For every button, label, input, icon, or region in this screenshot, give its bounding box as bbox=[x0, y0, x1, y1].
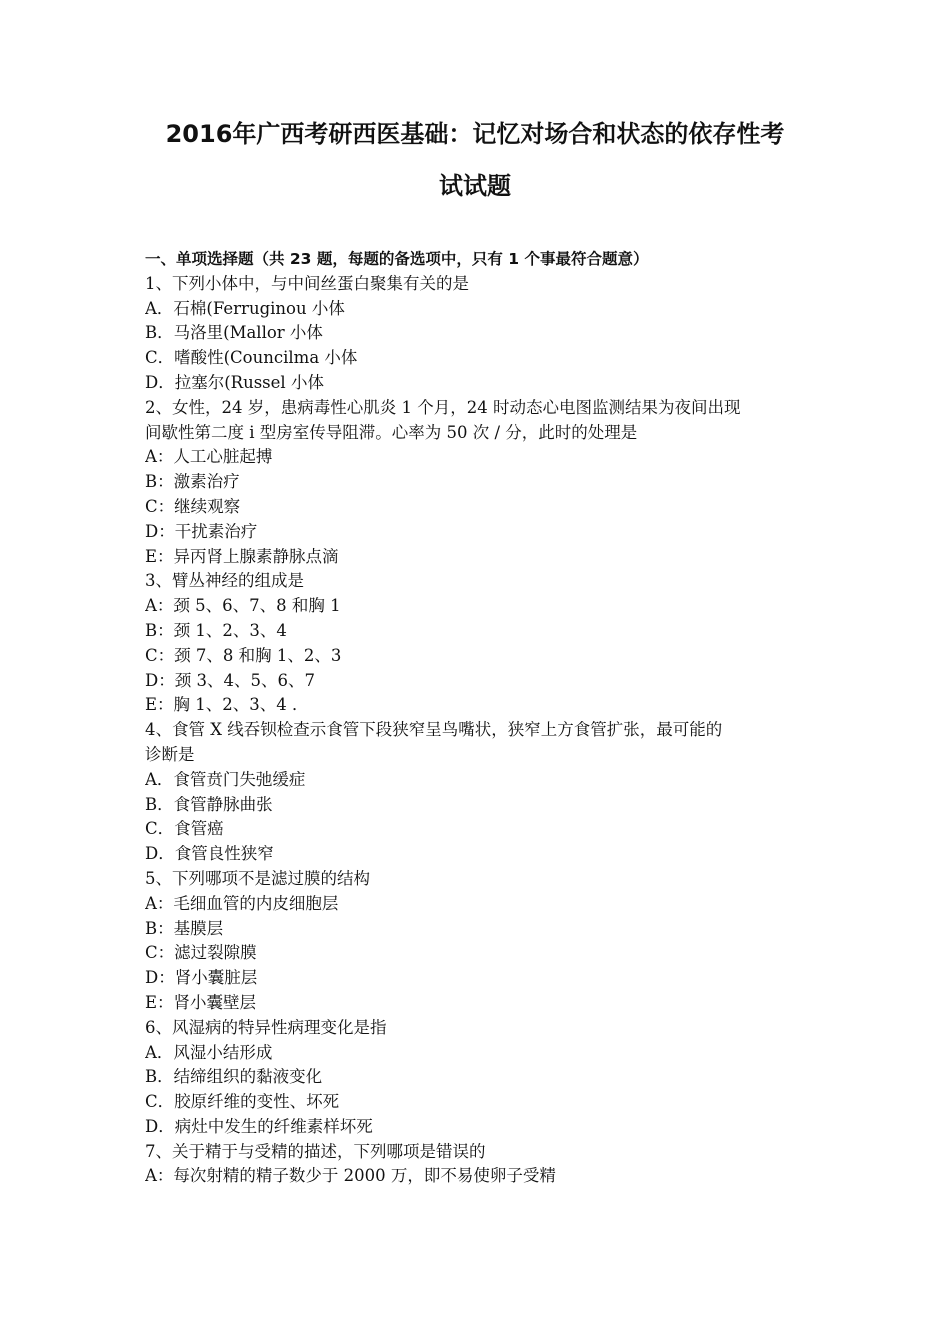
question-stem-line: 6、风湿病的特异性病理变化是指 bbox=[145, 1017, 387, 1037]
answer-option: B：基膜层 bbox=[145, 918, 224, 938]
answer-option: A：人工心脏起搏 bbox=[145, 447, 273, 467]
question-stem-line: 3、臂丛神经的组成是 bbox=[145, 571, 304, 591]
question-stem-line: 4、食管 X 线吞钡检查示食管下段狭窄呈鸟嘴状，狭窄上方食管扩张，最可能的 bbox=[145, 720, 723, 740]
question-list bbox=[145, 272, 815, 1189]
answer-option: A．食管贲门失弛缓症 bbox=[145, 769, 306, 789]
answer-option: D：肾小囊脏层 bbox=[145, 968, 258, 988]
answer-option: B．马洛里(Mallor 小体 bbox=[145, 323, 323, 343]
question-5 bbox=[145, 867, 815, 1016]
question-stem-line: 2、女性，24 岁，患病毒性心肌炎 1 个月，24 时动态心电图监测结果为夜间出现 bbox=[145, 397, 741, 417]
answer-option: D：干扰素治疗 bbox=[145, 521, 258, 541]
answer-option: D．拉塞尔(Russel 小体 bbox=[145, 372, 324, 392]
question-stem-line: 7、关于精于与受精的描述，下列哪项是错误的 bbox=[145, 1141, 486, 1161]
question-1 bbox=[145, 272, 815, 396]
answer-option: E：异丙肾上腺素静脉点滴 bbox=[145, 546, 339, 566]
answer-option: D．病灶中发生的纤维素样坏死 bbox=[145, 1116, 373, 1136]
answer-option: E：胸 1、2、3、4 ． bbox=[145, 695, 309, 715]
answer-option: B：激素治疗 bbox=[145, 472, 240, 492]
answer-option: C：继续观察 bbox=[145, 496, 241, 516]
answer-option: A．石棉(Ferruginou 小体 bbox=[145, 298, 345, 318]
answer-option: A：毛细血管的内皮细胞层 bbox=[145, 893, 339, 913]
answer-option: A．风湿小结形成 bbox=[145, 1042, 273, 1062]
question-7 bbox=[145, 1140, 815, 1190]
answer-option: C．胶原纤维的变性、坏死 bbox=[145, 1092, 340, 1112]
answer-option: C：颈 7、8 和胸 1、2、3 bbox=[145, 645, 342, 665]
answer-option: D：颈 3、4、5、6、7 bbox=[145, 670, 315, 690]
question-2 bbox=[145, 396, 815, 570]
answer-option: B：颈 1、2、3、4 bbox=[145, 620, 287, 640]
document-body bbox=[145, 247, 815, 1189]
question-stem-line: 诊断是 bbox=[145, 744, 195, 764]
document-title-line-2: 试试题 bbox=[439, 172, 511, 200]
answer-option: A：颈 5、6、7、8 和胸 1 bbox=[145, 596, 341, 616]
answer-option: D．食管良性狭窄 bbox=[145, 844, 274, 864]
question-stem-line: 5、下列哪项不是滤过膜的结构 bbox=[145, 868, 370, 888]
document-title-line-1: 2016年广西考研西医基础：记忆对场合和状态的依存性考 bbox=[165, 120, 785, 148]
answer-option: E：肾小囊壁层 bbox=[145, 992, 257, 1012]
answer-option: C．嗜酸性(Councilma 小体 bbox=[145, 348, 358, 368]
answer-option: B．食管静脉曲张 bbox=[145, 794, 273, 814]
question-stem-line: 1、下列小体中，与中间丝蛋白聚集有关的是 bbox=[145, 273, 469, 293]
question-4 bbox=[145, 718, 815, 867]
answer-option: C：滤过裂隙膜 bbox=[145, 943, 257, 963]
answer-option: C．食管癌 bbox=[145, 819, 224, 839]
section-heading: 一、单项选择题（共 23 题，每题的备选项中，只有 1 个事最符合题意） bbox=[145, 250, 649, 268]
question-3 bbox=[145, 569, 815, 718]
question-stem-line: 间歇性第二度 i 型房室传导阻滞。心率为 50 次 / 分，此时的处理是 bbox=[145, 422, 638, 442]
answer-option: B．结缔组织的黏液变化 bbox=[145, 1067, 323, 1087]
question-6 bbox=[145, 1016, 815, 1140]
answer-option: A：每次射精的精子数少于 2000 万，即不易使卵子受精 bbox=[145, 1166, 556, 1186]
